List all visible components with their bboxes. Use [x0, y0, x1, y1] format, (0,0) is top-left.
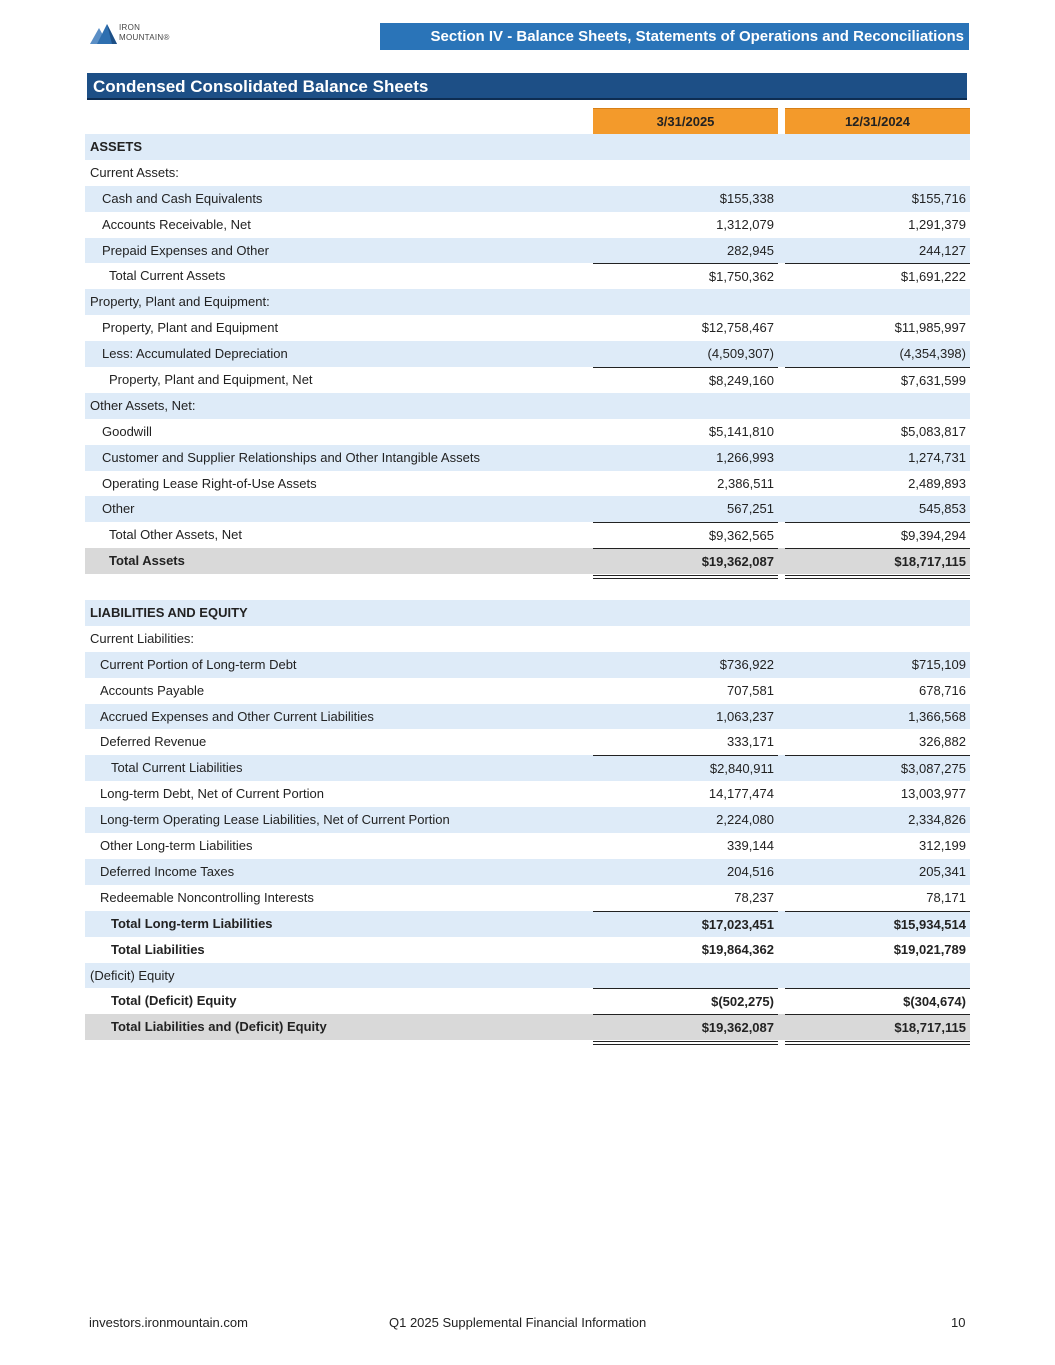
value-12-31-2024: $7,631,599	[785, 367, 970, 393]
value-12-31-2024: $11,985,997	[894, 320, 966, 336]
value-3-31-2025: $12,758,467	[701, 320, 774, 336]
value-12-31-2024: 1,274,731	[908, 449, 966, 465]
table-row	[85, 833, 970, 859]
row-label: Current Assets:	[90, 164, 179, 180]
value-3-31-2025: $19,864,362	[701, 941, 774, 957]
value-3-31-2025: 1,266,993	[716, 449, 774, 465]
row-label: Deferred Revenue	[100, 734, 207, 750]
value-3-31-2025: $19,362,087	[593, 548, 778, 574]
row-label: Total Other Assets, Net	[109, 527, 242, 543]
value-3-31-2025: $8,249,160	[593, 367, 778, 393]
value-12-31-2024: $715,109	[911, 656, 966, 672]
value-3-31-2025: 1,312,079	[716, 216, 774, 232]
row-label: Property, Plant and Equipment, Net	[109, 372, 313, 388]
row-label: Customer and Supplier Relationships and Other Intangible Assets	[102, 449, 480, 465]
value-12-31-2024: 678,716	[919, 682, 966, 698]
value-12-31-2024	[785, 160, 970, 186]
table-row	[85, 445, 970, 471]
value-3-31-2025: $736,922	[719, 656, 774, 672]
value-3-31-2025: $19,362,087	[593, 1014, 778, 1040]
table-row	[85, 393, 970, 419]
table-row	[85, 678, 970, 704]
value-3-31-2025: 14,177,474	[708, 786, 774, 802]
value-12-31-2024: $18,717,115	[785, 548, 970, 574]
table-row	[85, 600, 970, 626]
balance-sheet-table	[85, 134, 970, 1040]
row-label: Goodwill	[102, 423, 152, 439]
table-row	[85, 548, 970, 574]
table-row	[85, 963, 970, 989]
row-label: Deferred Income Taxes	[100, 863, 235, 879]
value-12-31-2024: $(304,674)	[785, 988, 970, 1014]
value-12-31-2024: $3,087,275	[785, 755, 970, 781]
value-12-31-2024: 2,489,893	[908, 475, 966, 491]
value-12-31-2024	[785, 393, 970, 419]
row-label: Operating Lease Right-of-Use Assets	[102, 475, 317, 491]
row-label: Accounts Receivable, Net	[102, 216, 251, 232]
row-label: Current Portion of Long-term Debt	[100, 656, 297, 672]
row-label: Accounts Payable	[100, 682, 205, 698]
row-label: Accrued Expenses and Other Current Liabilities	[100, 708, 374, 724]
column-header-12-31-2024: 12/31/2024	[785, 108, 970, 135]
value-12-31-2024: (4,354,398)	[899, 346, 966, 362]
row-label: ASSETS	[90, 139, 143, 154]
footer-website[interactable]: investors.ironmountain.com	[89, 1315, 248, 1330]
value-3-31-2025: 333,171	[727, 734, 774, 750]
row-label: Less: Accumulated Depreciation	[102, 346, 288, 362]
table-row	[85, 574, 970, 600]
table-row	[85, 186, 970, 212]
value-3-31-2025: $(502,275)	[593, 988, 778, 1014]
table-row	[85, 781, 970, 807]
row-label: LIABILITIES AND EQUITY	[90, 605, 248, 621]
table-row	[85, 471, 970, 497]
row-label: Long-term Debt, Net of Current Portion	[100, 786, 324, 802]
table-row	[85, 988, 970, 1014]
row-label: Total Assets	[109, 553, 185, 569]
value-3-31-2025	[593, 963, 778, 989]
table-row	[85, 652, 970, 678]
value-3-31-2025: $5,141,810	[708, 423, 774, 439]
value-3-31-2025	[593, 600, 778, 626]
value-3-31-2025: 2,224,080	[716, 812, 774, 828]
value-12-31-2024: $155,716	[911, 190, 966, 206]
row-label: Property, Plant and Equipment	[102, 320, 279, 336]
value-12-31-2024: 13,003,977	[900, 786, 966, 802]
table-row	[85, 419, 970, 445]
value-3-31-2025	[593, 574, 778, 600]
value-3-31-2025: 567,251	[727, 501, 774, 517]
row-label: Cash and Cash Equivalents	[102, 190, 263, 206]
row-label: Long-term Operating Lease Liabilities, Net of Current Portion	[100, 812, 450, 828]
table-row	[85, 522, 970, 548]
value-12-31-2024: 312,199	[919, 838, 966, 854]
table-row	[85, 315, 970, 341]
table-row	[85, 937, 970, 963]
value-12-31-2024	[785, 134, 970, 160]
value-12-31-2024: 205,341	[919, 863, 966, 879]
value-12-31-2024: 545,853	[919, 501, 966, 517]
table-row	[85, 134, 970, 160]
row-label: Total Current Assets	[109, 268, 226, 284]
section-title-bar: Section IV - Balance Sheets, Statements of Operations and Reconciliations	[380, 23, 969, 50]
value-3-31-2025	[593, 160, 778, 186]
value-3-31-2025: 707,581	[727, 682, 774, 698]
value-12-31-2024: $1,691,222	[785, 263, 970, 289]
value-12-31-2024: 1,291,379	[908, 216, 966, 232]
value-3-31-2025	[593, 393, 778, 419]
value-3-31-2025: 1,063,237	[716, 708, 774, 724]
table-row	[85, 1014, 970, 1040]
value-12-31-2024	[785, 600, 970, 626]
row-label: Other Assets, Net:	[90, 397, 196, 413]
table-row	[85, 160, 970, 186]
value-3-31-2025: $9,362,565	[593, 522, 778, 548]
value-3-31-2025: $155,338	[719, 190, 774, 206]
table-row	[85, 496, 970, 522]
value-3-31-2025: $17,023,451	[593, 911, 778, 937]
value-3-31-2025: (4,509,307)	[707, 346, 774, 362]
row-label: Other Long-term Liabilities	[100, 838, 253, 854]
row-label: (Deficit) Equity	[90, 967, 175, 983]
logo-wordmark: IRON MOUNTAIN®	[119, 23, 170, 42]
value-12-31-2024: 2,334,826	[908, 812, 966, 828]
value-12-31-2024	[785, 289, 970, 315]
value-12-31-2024: 78,171	[926, 889, 966, 905]
value-3-31-2025	[593, 626, 778, 652]
value-12-31-2024: $5,083,817	[900, 423, 966, 439]
row-label: Property, Plant and Equipment:	[90, 294, 270, 310]
value-3-31-2025: 339,144	[727, 838, 774, 854]
value-12-31-2024: $9,394,294	[785, 522, 970, 548]
value-3-31-2025: $2,840,911	[593, 755, 778, 781]
table-row	[85, 911, 970, 937]
value-12-31-2024	[785, 574, 970, 600]
table-row	[85, 755, 970, 781]
table-row	[85, 885, 970, 911]
row-label: Redeemable Noncontrolling Interests	[100, 889, 314, 905]
value-12-31-2024	[785, 626, 970, 652]
value-12-31-2024: $15,934,514	[785, 911, 970, 937]
table-row	[85, 729, 970, 755]
row-label: Total (Deficit) Equity	[111, 993, 237, 1009]
value-3-31-2025	[593, 289, 778, 315]
value-12-31-2024	[785, 963, 970, 989]
row-label: Other	[102, 501, 135, 517]
row-label: Current Liabilities:	[90, 630, 195, 646]
row-label: Total Current Liabilities	[111, 760, 243, 776]
footer-page-number: 10	[951, 1315, 966, 1330]
value-12-31-2024: 1,366,568	[908, 708, 966, 724]
table-row	[85, 263, 970, 289]
value-12-31-2024: 244,127	[919, 242, 966, 258]
table-row	[85, 238, 970, 264]
row-label: Total Liabilities and (Deficit) Equity	[111, 1019, 327, 1035]
row-label: Total Liabilities	[111, 941, 205, 957]
table-title: Condensed Consolidated Balance Sheets	[87, 73, 967, 100]
value-12-31-2024: $18,717,115	[785, 1014, 970, 1040]
value-3-31-2025: 2,386,511	[717, 475, 774, 491]
row-label: Prepaid Expenses and Other	[102, 242, 269, 258]
value-12-31-2024: 326,882	[919, 734, 966, 750]
value-3-31-2025: $1,750,362	[593, 263, 778, 289]
table-row	[85, 859, 970, 885]
table-row	[85, 341, 970, 367]
value-3-31-2025: 204,516	[727, 863, 774, 879]
table-row	[85, 212, 970, 238]
value-12-31-2024: $19,021,789	[893, 941, 966, 957]
footer-document-title: Q1 2025 Supplemental Financial Information	[389, 1315, 647, 1330]
value-3-31-2025: 282,945	[727, 242, 774, 258]
table-row	[85, 704, 970, 730]
table-row	[85, 626, 970, 652]
table-row	[85, 367, 970, 393]
value-3-31-2025: 78,237	[734, 889, 774, 905]
table-row	[85, 289, 970, 315]
table-row	[85, 807, 970, 833]
column-header-3-31-2025: 3/31/2025	[593, 108, 778, 135]
value-3-31-2025	[593, 134, 778, 160]
row-label: Total Long-term Liabilities	[111, 915, 273, 931]
